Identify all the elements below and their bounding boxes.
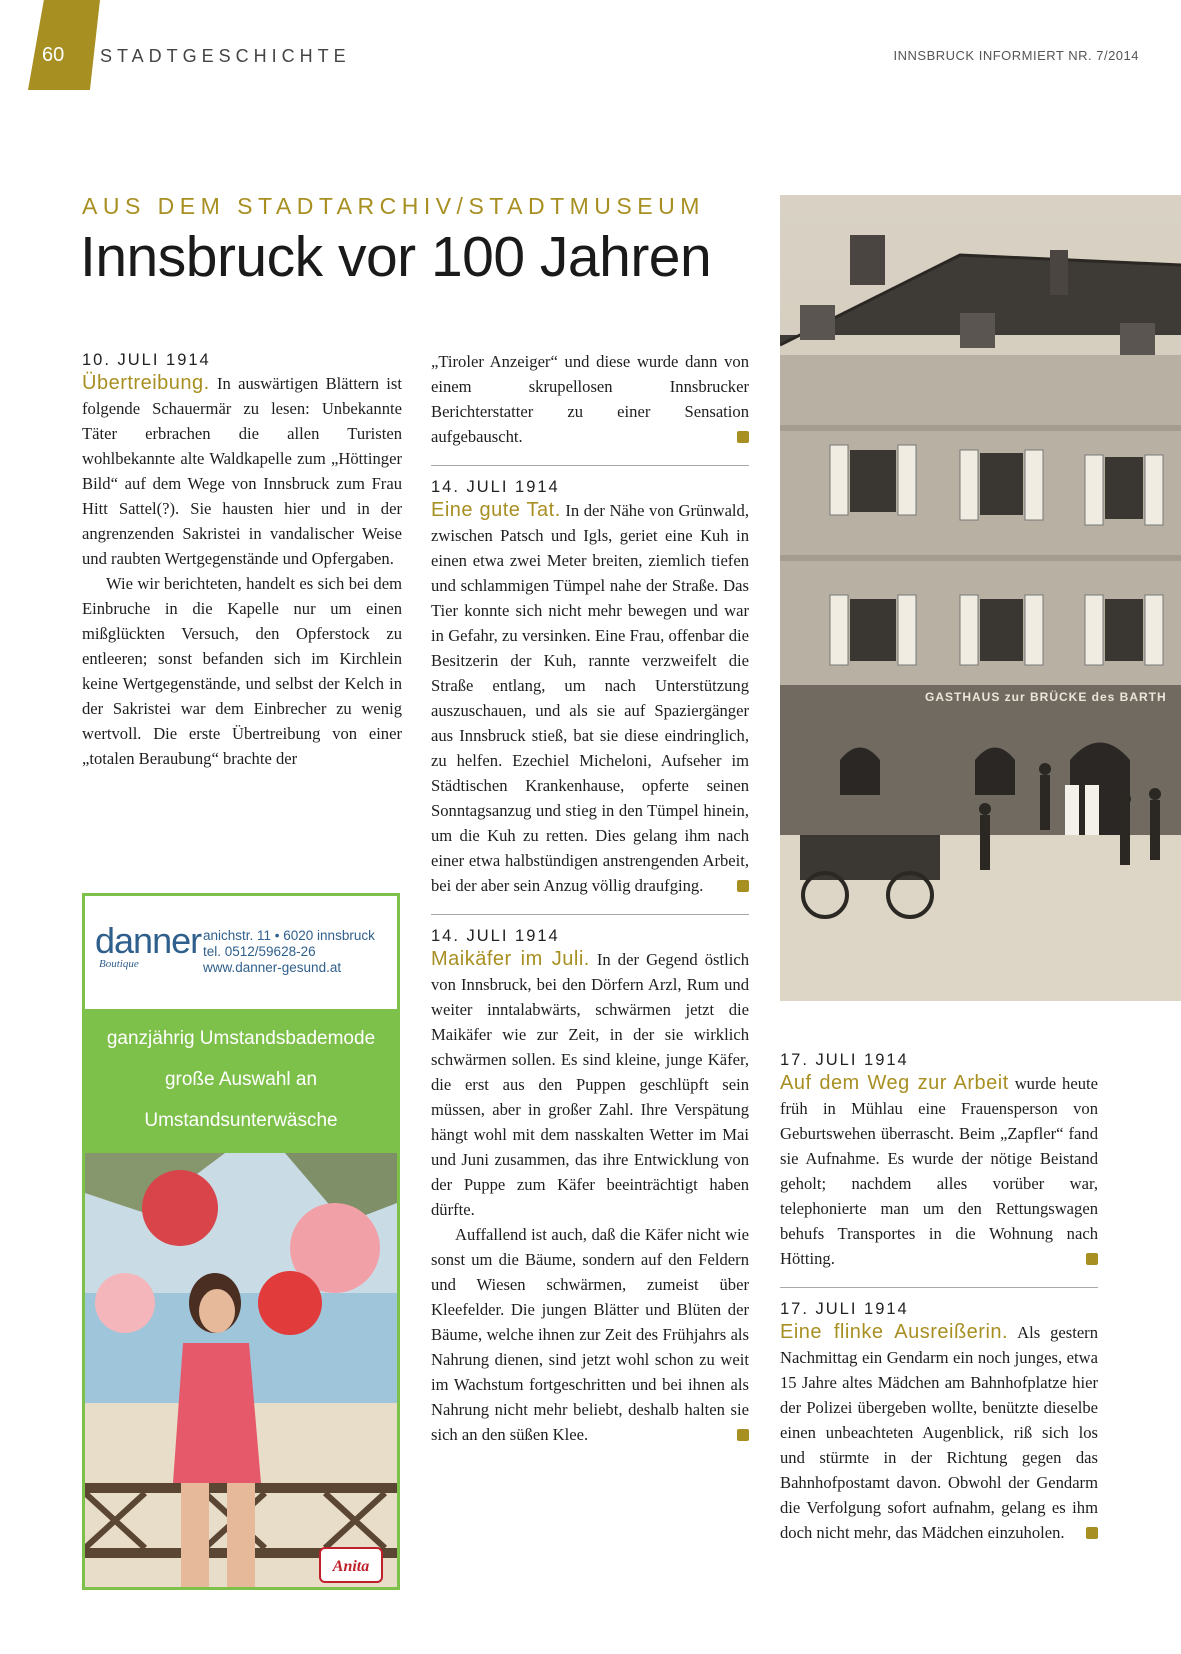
chimney [1050,250,1068,295]
advertisement [82,893,400,1590]
chimney [850,235,885,285]
column-1 [82,349,402,771]
logo-subtitle: Boutique [99,958,139,970]
ad-line-1: ganzjährig Umstandsbademode [106,1028,376,1049]
separator [431,465,749,476]
end-mark [737,880,749,892]
column-2 [431,349,749,1447]
ad-line-2: große Auswahl an [164,1069,318,1090]
ad-address: anichstr. 11 • 6020 innsbruck [203,928,375,943]
entry-text: In auswärtigen Blättern ist folgende Schauermär zu lesen: Unbekannte Täter erbrachen die allen Turisten wohlbekannte alte Waldkapelle zum „Höttinger Bild“ auf dem Wege von Innsbruck zum Frau Hitt Sattel(?). Sie hausten hier und in der angrenzenden Sakristei in vandalischer Weise und raubten Wertgegenstände und Opfergaben. [82,374,402,568]
end-mark [1086,1253,1098,1265]
issue-label: INNSBRUCK INFORMIERT NR. 7/2014 [893,48,1139,63]
dormer-window [800,305,835,340]
end-mark [737,431,749,443]
article-kicker: AUS DEM STADTARCHIV/STADTMUSEUM [82,193,705,219]
ad-photo [85,1153,397,1587]
entry-heading: Auf dem Weg zur Arbeit [780,1072,1009,1094]
historical-photo [780,195,1181,1001]
entry-paragraph-continued: „Tiroler Anzeiger“ und diese wurde dann von einem skrupellosen Innsbrucker Berichterstatter zu einer Sensation aufgebauscht. [431,352,749,446]
column-3 [780,1049,1098,1545]
model-swimsuit [173,1343,261,1483]
ad-phone: tel. 0512/59628-26 [203,944,316,959]
inn-sign: GASTHAUS zur BRÜCKE des BARTH [925,690,1167,704]
entry-heading: Maikäfer im Juli. [431,948,590,970]
entry-body: Auf dem Weg zur Arbeit wurde heute früh in Mühlau eine Frauensperson von Geburtswehen überrascht. Beim „Zapfler“ fand sie Aufnahme. Es wurde der nötige Beistand geholt; nachdem alles vorüber war, telephonierte man um den Rettungswagen behufs Transportes in die Wohnung nach Hötting. [780,1072,1098,1268]
ad-contact [203,928,375,976]
separator [780,1287,1098,1298]
entry-body: Maikäfer im Juli. In der Gegend östlich von Innsbruck, bei den Dörfern Arzl, Rum und weiter inntalabwärts, schwärmen jetzt die Maikäfer wie zur Zeit, in der sie wirklich schwärmen sollen. Es sind kleine, junge Käfer, die erst aus den Puppen geschlüpft sein müssen, aber in großer Zahl. Ihre Verspätung hängt wohl mit dem nasskalten Wetter im Mai und Juni zusammen, das ihre Entwicklung von der Puppe zum Käfer beeinträchtigt haben dürfte. [431,948,749,1219]
entry-body: Eine gute Tat. In der Nähe von Grünwald, zwischen Patsch und Igls, geriet eine Kuh in einen etwa zwei Meter breiten, ziemlich tiefen und schlammigen Tümpel nahe der Straße. Das Tier konnte sich nicht mehr bewegen und war in Gefahr, zu versinken. Eine Frau, offenbar die Besitzerin der Kuh, rannte verzweifelt die Straße entlang, um nach Unterstützung auszuschauen, und als sie auf Spaziergänger aus Innsbruck stieß, bat sie diese eindringlich, zu helfen. Ezechiel Micheloni, Aufseher im Städtischen Krankenhause, opferte seinen Sonntagsanzug und stieg in den Tümpel hinein, um die Kuh zu retten. Dies gelang ihm nach einer etwa halbstündigen anstrengenden Arbeit, bei der aber sein Anzug völlig draufging. [431,499,749,895]
entry-date: 17. JULI 1914 [780,1051,909,1069]
entry-paragraph: Wie wir berichteten, handelt es sich bei dem Einbruche in die Kapelle nur um einen mißglückten Versuch, den Opferstock zu entleeren; sonst befanden sich im Kirchlein keine Wertgegenstände, und selbst der Kelch in der Sakristei war dem Einbrecher zu wenig wertvoll. Die erste Übertreibung von einer „totalen Beraubung“ brachte der [82,574,402,768]
dormer-window [960,313,995,348]
separator [431,914,749,925]
entry-heading: Eine gute Tat. [431,499,561,521]
entry-body: Eine flinke Ausreißerin. Als gestern Nachmittag ein Gendarm ein noch junges, etwa 15 Jahre altes Mädchen am Bahnhofplatze hier der Polizei übergeben wollte, benützte dieselbe einen unbeachteten Augenblick, riß sich los und stürmte in der Richtung gegen das Bahnhofpostamt davon. Obwohl der Gendarm die Verfolgung sofort aufnahm, gelang es ihm doch nicht mehr, das Mädchen einzuholen. [780,1321,1099,1542]
section-label: STADTGESCHICHTE [100,46,351,66]
entry-body [82,371,402,571]
entry-date: 14. JULI 1914 [431,478,560,496]
ad-line-3: Umstandsunterwäsche [144,1110,338,1131]
entry-date: 17. JULI 1914 [780,1300,909,1318]
page-number: 60 [42,44,65,66]
ad-header [85,896,397,1009]
paper-lantern-pink-2 [95,1273,155,1333]
entry-heading: Eine flinke Ausreißerin. [780,1321,1009,1343]
entry-heading: Übertreibung. [82,372,210,394]
end-mark [1086,1527,1098,1539]
article-title: Innsbruck vor 100 Jahren [80,225,712,289]
paper-lantern-red-2 [258,1271,322,1335]
paper-lantern-red [142,1170,218,1246]
anita-logo: Anita [332,1558,370,1575]
dormer-window [1120,323,1155,358]
ad-website: www.danner-gesund.at [203,960,342,975]
entry-date: 14. JULI 1914 [431,927,560,945]
end-mark [737,1429,749,1441]
entry-paragraph: Auffallend ist auch, daß die Käfer nicht wie sonst um die Bäume, sondern auf den Feldern und Wiesen schwärmen, zumeist über Kleefelder. Die jungen Blätter und Blüten der Bäume, welche ihnen zur Zeit des Frühjahrs als Nahrung dienen, sind jetzt wohl schon zu weit im Wachstum fortgeschritten und bei ihnen als Nahrung nicht mehr beliebt, deshalb halten sie sich an den süßen Klee. [431,1225,749,1444]
danner-logo: danner [95,920,202,961]
entry-date: 10. JULI 1914 [82,351,211,369]
